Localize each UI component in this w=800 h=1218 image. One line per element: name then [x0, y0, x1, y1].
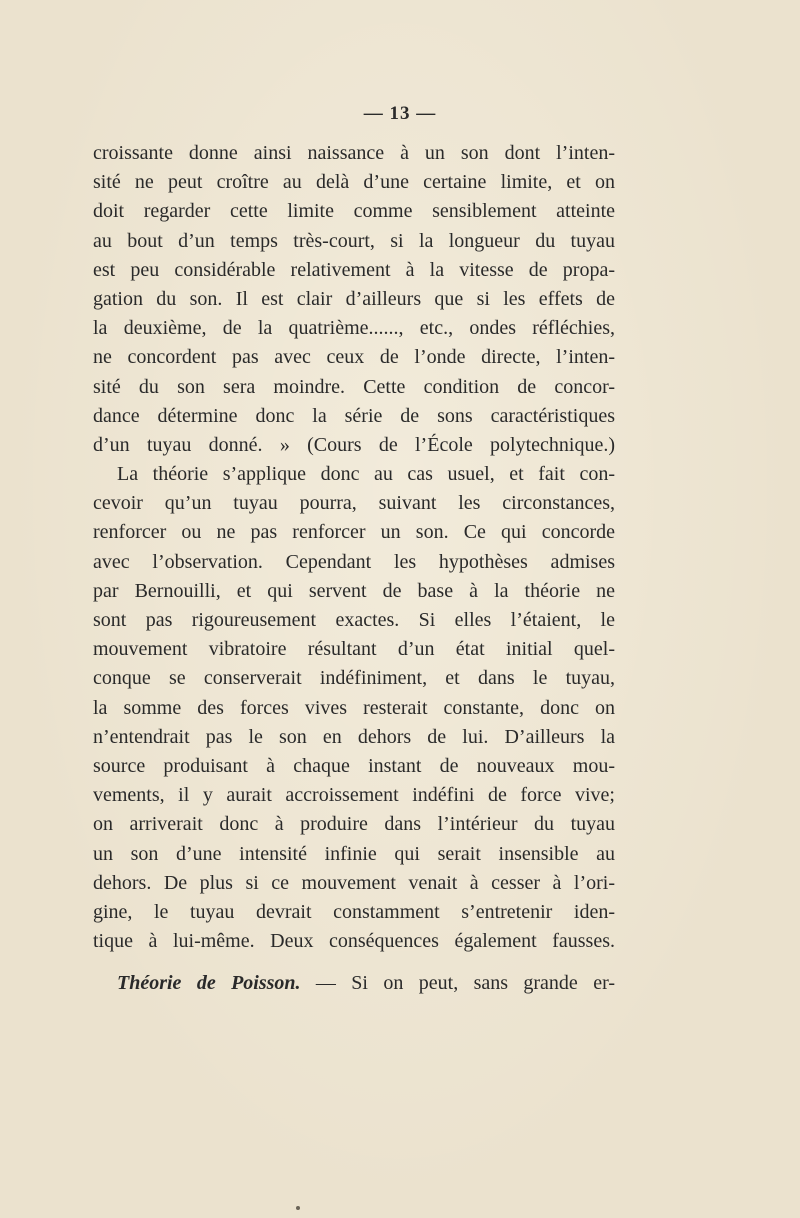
- text-line: au bout d’un temps très-court, si la longueur du tuyau: [93, 229, 615, 252]
- text-line: dehors. De plus si ce mouvement venait à cesser à l’ori-: [93, 871, 615, 894]
- section-title: Théorie de Poisson.: [117, 972, 301, 995]
- text-line: vements, il y aurait accroissement indéfini de force vive;: [93, 784, 615, 807]
- text-line: doit regarder cette limite comme sensiblement atteinte: [93, 200, 615, 223]
- text-line: par Bernouilli, et qui servent de base à la théorie ne: [93, 579, 615, 602]
- text-line: est peu considérable relativement à la vitesse de propa-: [93, 258, 615, 281]
- text-line: avec l’observation. Cependant les hypothèses admises: [93, 550, 615, 573]
- text-line: sité ne peut croître au delà d’une certaine limite, et on: [93, 171, 615, 194]
- text-line: la deuxième, de la quatrième......, etc., ondes réfléchies,: [93, 317, 615, 340]
- text-line: on arriverait donc à produire dans l’intérieur du tuyau: [93, 813, 615, 836]
- text-line: dance détermine donc la série de sons caractéristiques: [93, 404, 615, 427]
- text-line: sont pas rigoureusement exactes. Si elles l’étaient, le: [93, 609, 615, 631]
- text-line: gation du son. Il est clair d’ailleurs que si les effets de: [93, 287, 615, 310]
- text-line: source produisant à chaque instant de nouveaux mou-: [93, 754, 615, 777]
- text-line: ne concordent pas avec ceux de l’onde directe, l’inten-: [93, 346, 615, 369]
- text-line: La théorie s’applique donc au cas usuel, et fait con-: [117, 463, 615, 486]
- body-text: [93, 139, 615, 998]
- text-line: tique à lui-même. Deux conséquences également fausses.: [93, 930, 615, 953]
- text-line: mouvement vibratoire résultant d’un état initial quel-: [93, 638, 615, 661]
- text-line: croissante donne ainsi naissance à un son dont l’inten-: [93, 142, 615, 164]
- text-line: sité du son sera moindre. Cette condition de concor-: [93, 375, 615, 398]
- text-line: la somme des forces vives resterait constante, donc on: [93, 696, 615, 719]
- paper-speck: [296, 1206, 300, 1210]
- text-line: n’entendrait pas le son en dehors de lui. D’ailleurs la: [93, 725, 615, 748]
- text-line: gine, le tuyau devrait constamment s’entretenir iden-: [93, 900, 615, 923]
- text-line: un son d’une intensité infinie qui serait insensible au: [93, 842, 615, 865]
- text-line: renforcer ou ne pas renforcer un son. Ce qui concorde: [93, 521, 615, 544]
- text-line: cevoir qu’un tuyau pourra, suivant les circonstances,: [93, 492, 615, 515]
- page-number: — 13 —: [363, 103, 437, 124]
- section-heading-line: [93, 969, 615, 998]
- section-text: — Si on peut, sans grande er-: [300, 972, 615, 995]
- text-line: conque se conserverait indéfiniment, et dans le tuyau,: [93, 667, 615, 690]
- text-line: d’un tuyau donné. » (Cours de l’École polytechnique.): [93, 433, 615, 456]
